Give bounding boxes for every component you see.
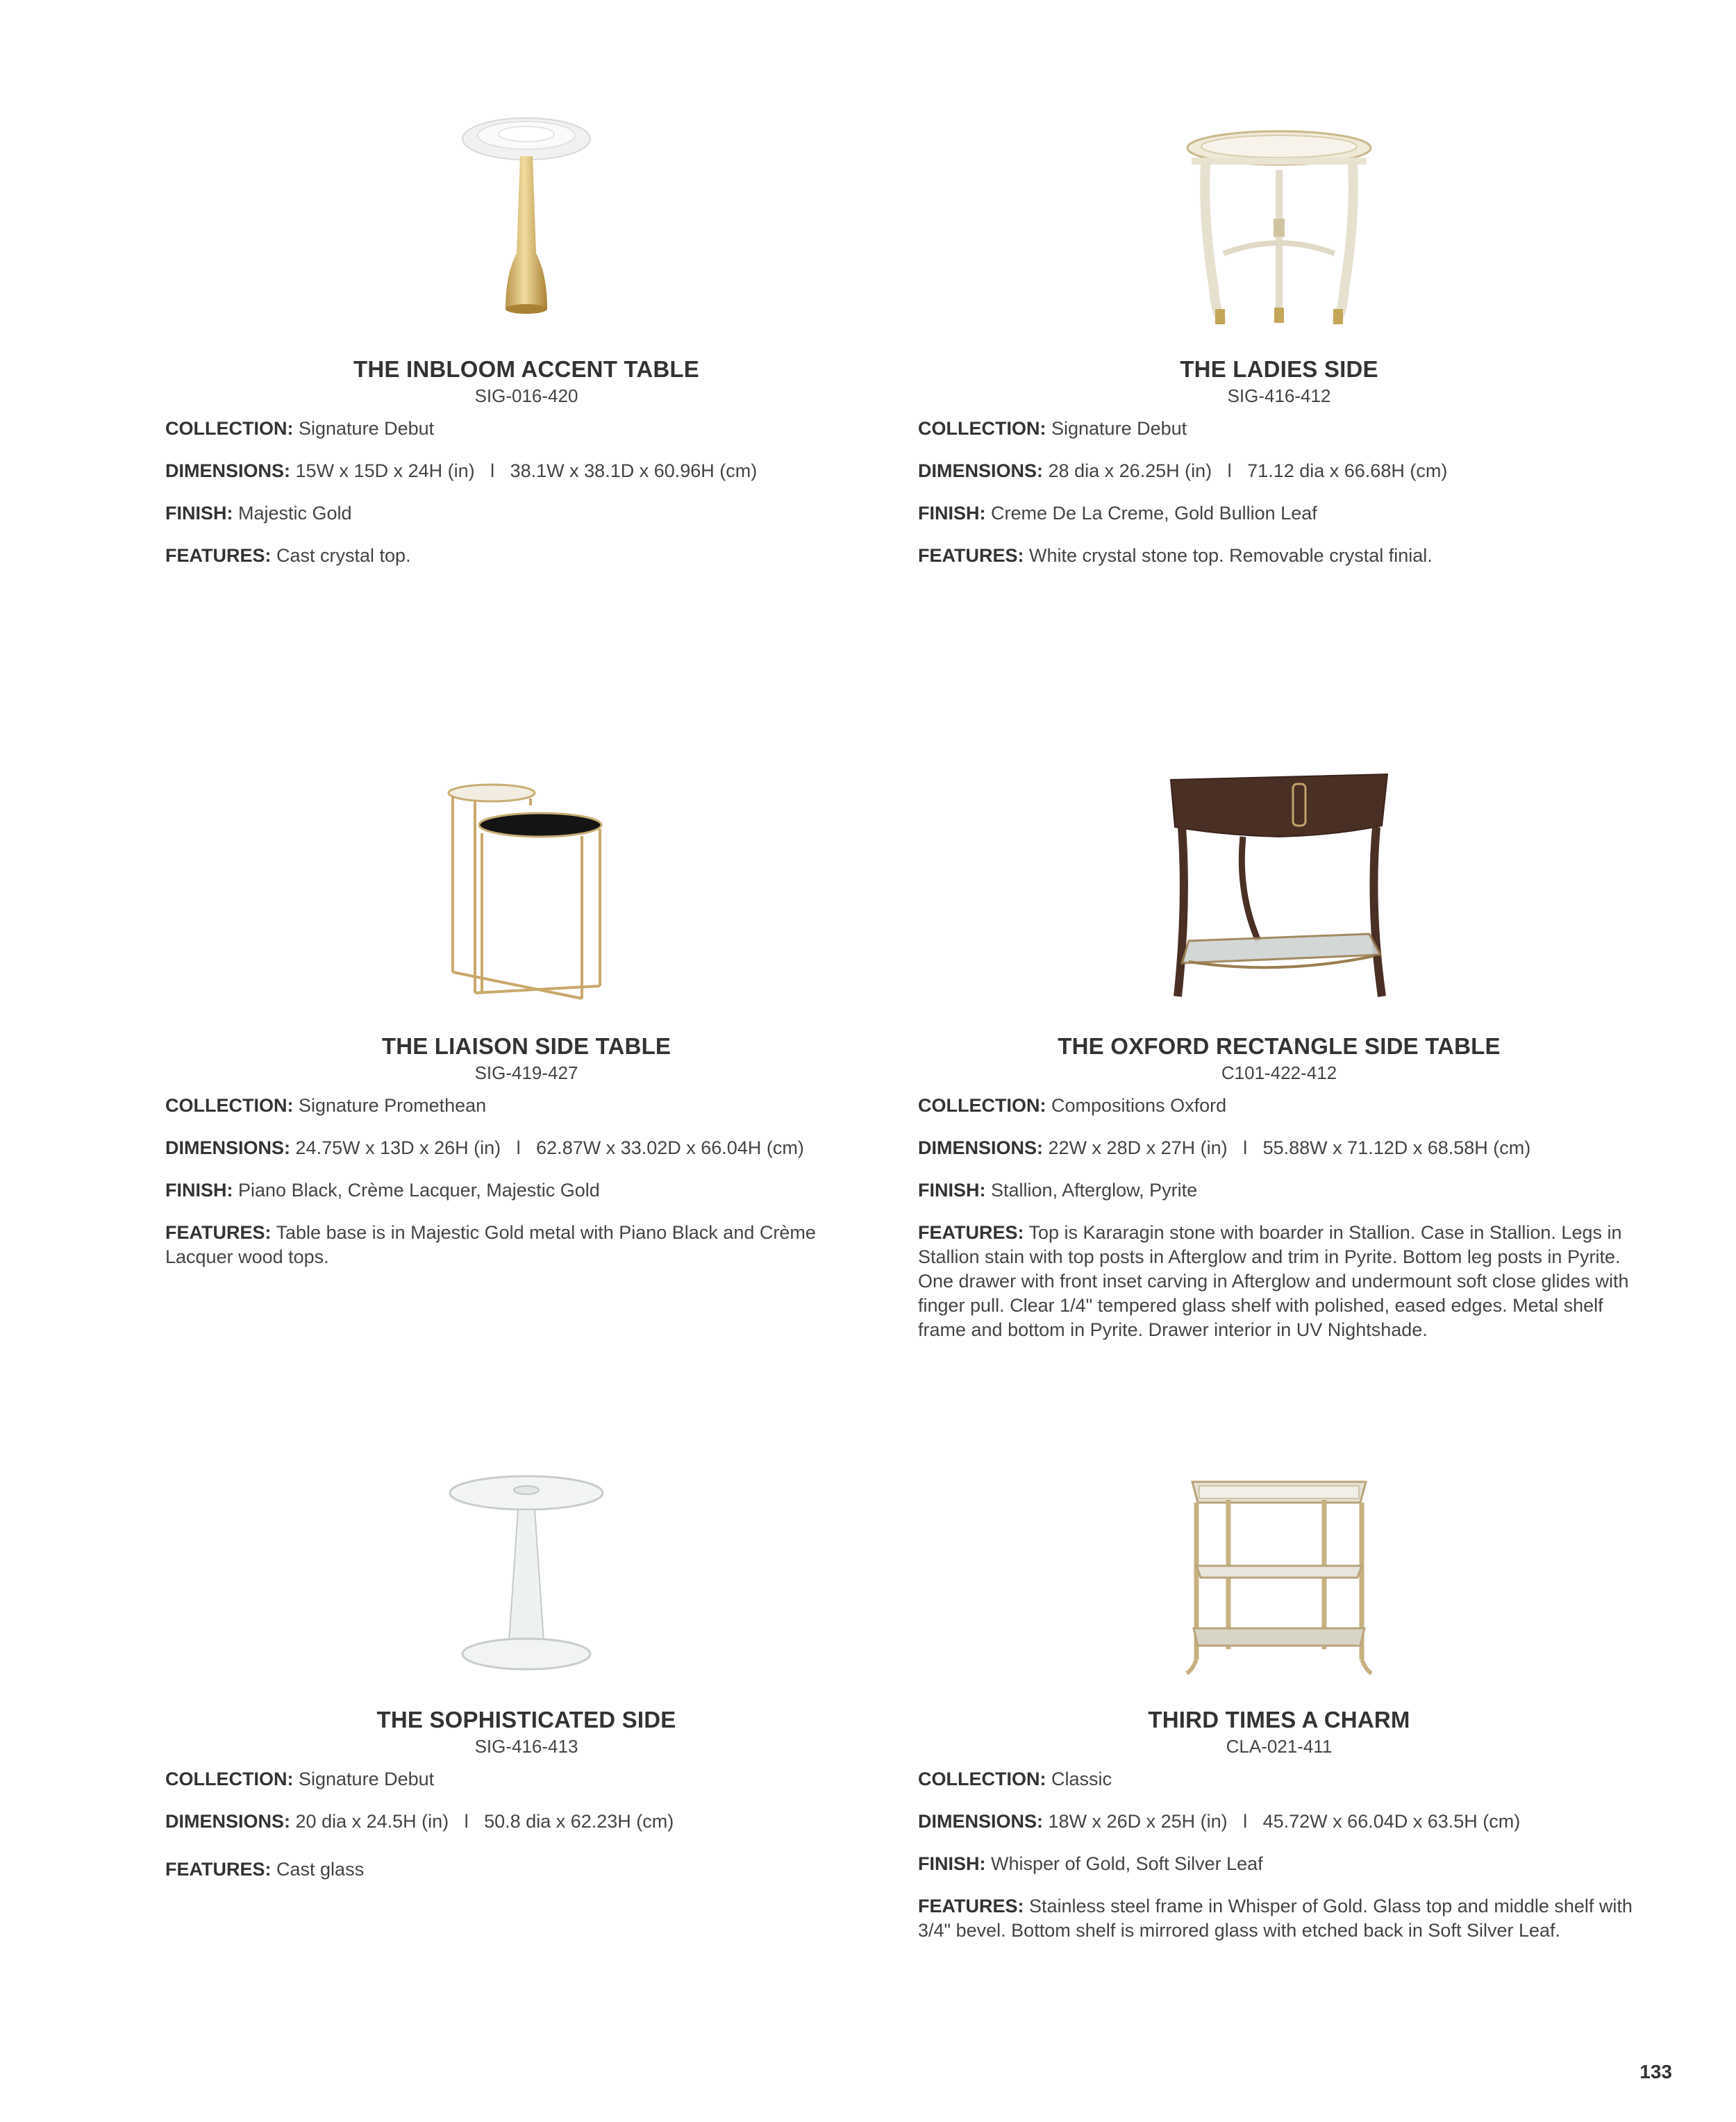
features-spec: FEATURES: Cast glass [165,1859,365,1880]
product-title: THE LIAISON SIDE TABLE [381,1033,671,1059]
finish-spec: FINISH: Stallion, Afterglow, Pyrite [918,1180,1198,1201]
product-sku: SIG-416-413 [474,1736,578,1757]
features-spec: FEATURES: White crystal stone top. Removable crystal finial. [918,545,1433,566]
dimensions-spec: DIMENSIONS: 15W x 15D x 24H (in) l 38.1W x 38.1D x 60.96H (cm) [165,460,758,481]
product-title: THIRD TIMES A CHARM [1148,1707,1410,1732]
product-title: THE LADIES SIDE [1180,356,1378,382]
product-sku: SIG-419-427 [474,1062,578,1083]
product-title: THE OXFORD RECTANGLE SIDE TABLE [1058,1033,1501,1059]
page-number: 133 [1639,2061,1672,2082]
product-title: THE SOPHISTICATED SIDE [376,1707,676,1732]
product-card-ladies-side [918,90,1640,568]
features-spec: FEATURES: Top is Kararagin stone with boarder in Stallion. Case in Stallion. Legs in Stallion stain with top posts in Afterglow and trim in Pyrite. Bottom leg posts in Pyrite. One drawer with front inset carving in Afterglow and undermount soft close glides with finger pull. Clear 1/4" tempered glass shelf with polished, eased edges. Metal shelf frame and bottom in Pyrite. Drawer interior in UV Nightshade. [918,1222,1629,1340]
dimensions-spec: DIMENSIONS: 22W x 28D x 27H (in) l 55.88W x 71.12D x 68.58H (cm) [918,1137,1531,1158]
ladies-side-table-icon [1175,115,1383,330]
product-image [165,90,887,330]
sophisticated-side-table-icon [443,1465,610,1680]
product-sku: SIG-016-420 [474,385,578,406]
collection-spec: COLLECTION: Signature Debut [165,418,435,439]
product-sku: CLA-021-411 [1226,1736,1333,1757]
dimensions-spec: DIMENSIONS: 24.75W x 13D x 26H (in) l 62.87W x 33.02D x 66.04H (cm) [165,1137,804,1158]
third-times-a-charm-table-icon [1178,1472,1380,1680]
product-image [918,90,1640,330]
finish-spec: FINISH: Majestic Gold [165,503,352,524]
collection-spec: COLLECTION: Signature Promethean [165,1095,487,1116]
oxford-rectangle-side-table-icon [1161,767,1397,1007]
product-card-sophisticated [165,1441,887,1882]
finish-spec: FINISH: Piano Black, Crème Lacquer, Majestic Gold [165,1180,600,1201]
product-card-inbloom [165,90,887,568]
product-card-liaison [165,767,887,1269]
dimensions-spec: DIMENSIONS: 18W x 26D x 25H (in) l 45.72W x 66.04D x 63.5H (cm) [918,1811,1521,1832]
collection-spec: COLLECTION: Signature Debut [165,1769,435,1789]
collection-spec: COLLECTION: Compositions Oxford [918,1095,1227,1116]
dimensions-spec: DIMENSIONS: 28 dia x 26.25H (in) l 71.12 dia x 66.68H (cm) [918,460,1448,481]
product-title: THE INBLOOM ACCENT TABLE [353,356,699,382]
product-sku: SIG-416-412 [1227,385,1331,406]
product-sku: C101-422-412 [1221,1062,1337,1083]
inbloom-accent-table-icon [450,108,603,330]
product-image [918,1441,1640,1680]
product-image [165,767,887,1007]
finish-spec: FINISH: Whisper of Gold, Soft Silver Leaf [918,1853,1263,1874]
product-image [165,1441,887,1680]
product-image [918,767,1640,1007]
features-spec: FEATURES: Stainless steel frame in Whisper of Gold. Glass top and middle shelf with 3/4" bevel. Bottom shelf is mirrored glass with etched back in Soft Silver Leaf. [918,1896,1633,1941]
collection-spec: COLLECTION: Classic [918,1769,1112,1789]
product-card-third-times-a-charm [918,1441,1640,1943]
features-spec: FEATURES: Table base is in Majestic Gold metal with Piano Black and Crème Lacquer wood tops. [165,1222,816,1267]
liaison-side-table-icon [443,778,610,1007]
finish-spec: FINISH: Creme De La Creme, Gold Bullion Leaf [918,503,1317,524]
product-card-oxford [918,767,1640,1342]
dimensions-spec: DIMENSIONS: 20 dia x 24.5H (in) l 50.8 dia x 62.23H (cm) [165,1811,674,1832]
collection-spec: COLLECTION: Signature Debut [918,418,1187,439]
features-spec: FEATURES: Cast crystal top. [165,545,411,566]
